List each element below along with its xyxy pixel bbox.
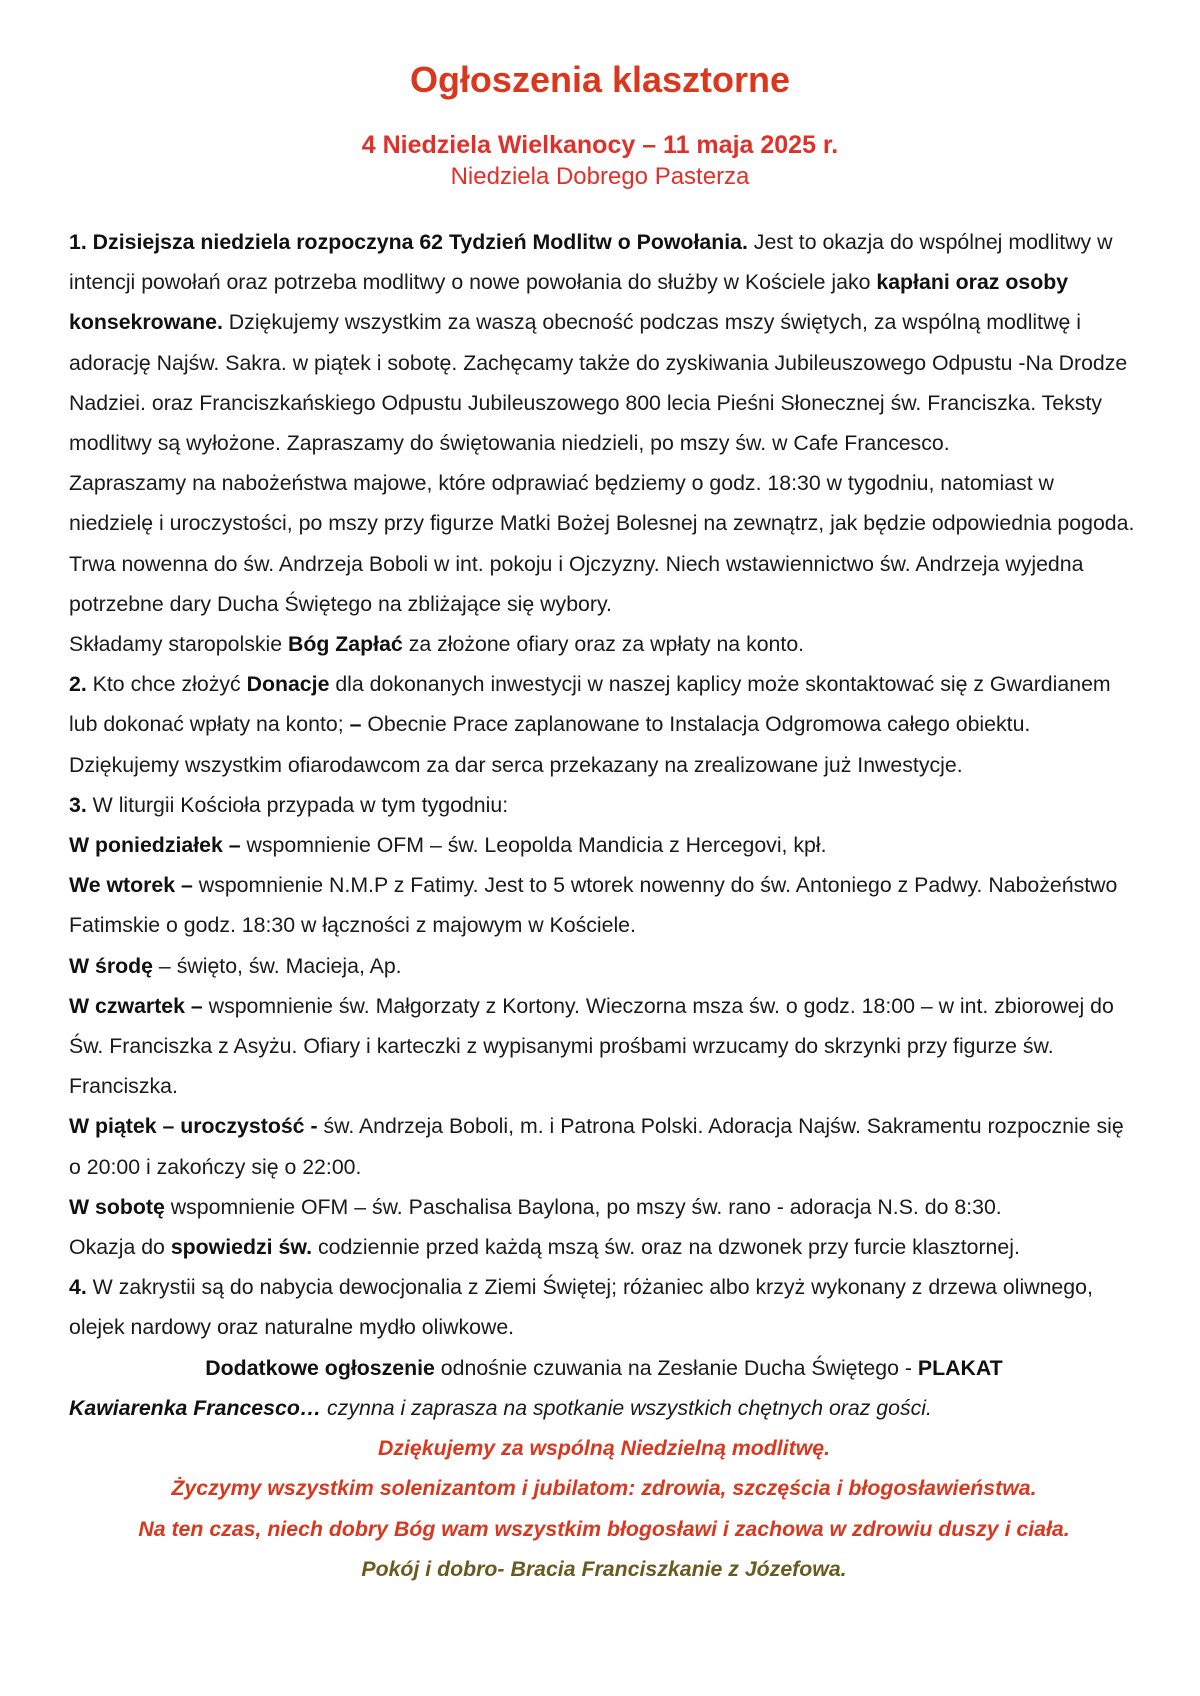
day-tuesday-label: We wtorek – [69, 873, 193, 898]
confession-bold: spowiedzi św. [170, 1235, 313, 1260]
day-wednesday-label: W środę [69, 953, 154, 978]
announcement-2-number: 2. [69, 672, 87, 697]
cafe-announcement [69, 1388, 1139, 1428]
thanks-text-a: Składamy staropolskie [69, 632, 288, 657]
day-wednesday-text: – święto, św. Macieja, Ap. [153, 953, 402, 978]
day-thursday-label: W czwartek – [69, 993, 203, 1018]
closing-line-1: Dziękujemy za wspólną Niedzielną modlitwę. [377, 1436, 831, 1461]
announcement-4-text: W zakrystii są do nabycia dewocjonalia z Ziemi Świętej; różaniec albo krzyż wykonany z drzewa oliwnego, olejek nardowy oraz naturalne mydło oliwkowe. [69, 1275, 1093, 1340]
announcement-4 [69, 1267, 1139, 1347]
announcement-1-text-c: Dziękujemy wszystkim za waszą obecność podczas mszy świętych, za wspólną modlitwę i adorację Najśw. Sakra. w piątek i sobotę. Zachęcamy także do zyskiwania Jubileuszowego Odpustu -Na Drodze Nadziei. oraz Franciszkańskiego Odpustu Jubileuszowego 800 lecia Pieśni Słonecznej św. Franciszka. Teksty modlitwy są wyłożone. Zapraszamy do świętowania niedzieli, po mszy św. w Cafe Francesco. [69, 310, 1128, 456]
day-thursday-text: wspomnienie św. Małgorzaty z Kortony. Wieczorna msza św. o godz. 18:00 – w int. zbiorowej do Św. Franciszka z Asyżu. Ofiary i karteczki z wypisanymi prośbami wrzucamy do skrzynki przy figurze św. Franciszka. [69, 993, 1114, 1099]
day-thursday [69, 986, 1139, 1107]
confession-info [69, 1227, 1139, 1267]
announcement-3-number: 3. [69, 792, 87, 817]
closing-line-2: Życzymy wszystkim solenizantom i jubilatom: zdrowia, szczęścia i błogosławieństwa. [171, 1476, 1037, 1501]
day-monday-label: W poniedziałek – [69, 833, 241, 858]
day-friday-label: W piątek – uroczystość - [69, 1114, 318, 1139]
day-saturday-text: wspomnienie OFM – św. Paschalisa Baylona, po mszy św. rano - adoracja N.S. do 8:30. [164, 1194, 1002, 1219]
day-saturday [69, 1187, 1139, 1227]
day-friday-text: św. Andrzeja Boboli, m. i Patrona Polski. Adoracja Najśw. Sakramentu rozpocznie się o 20:00 i zakończy się o 22:00. [69, 1114, 1124, 1179]
announcement-2-dash: – [349, 712, 362, 737]
day-saturday-label: W sobotę [69, 1194, 165, 1219]
announcement-2-bold: Donacje [246, 672, 330, 697]
announcement-1-thanks [69, 624, 1139, 664]
announcement-1 [69, 222, 1139, 463]
page-subtitle-sunday: Niedziela Dobrego Pasterza [450, 163, 750, 190]
day-tuesday-text: wspomnienie N.M.P z Fatimy. Jest to 5 wtorek nowenny do św. Antoniego z Padwy. Nabożeństwo Fatimskie o godz. 18:30 w łączności z majowym w Kościele. [69, 873, 1118, 938]
closing-signature: Pokój i dobro- Bracia Franciszkanie z Józefowa. [361, 1556, 847, 1581]
announcement-3 [69, 785, 1139, 825]
announcement-2-text-b: dla dokonanych inwestycji w naszej kaplicy może skontaktować się z Gwardianem lub dokonać wpłaty na konto; [69, 672, 1111, 737]
day-tuesday [69, 865, 1139, 945]
extra-announcement [69, 1348, 1139, 1388]
page-title: Ogłoszenia klasztorne [409, 59, 791, 100]
day-friday [69, 1106, 1139, 1186]
page-subtitle-date: 4 Niedziela Wielkanocy – 11 maja 2025 r. [361, 131, 839, 159]
announcement-2-text-c: Obecnie Prace zaplanowane to Instalacja Odgromowa całego obiektu. Dziękujemy wszystkim ofiarodawcom za dar serca przekazany na zrealizowane już Inwestycje. [69, 712, 1031, 777]
announcement-2 [69, 664, 1139, 785]
confession-text-a: Okazja do [69, 1235, 171, 1260]
extra-announcement-text: odnośnie czuwania na Zesłanie Ducha Świętego - [434, 1355, 918, 1380]
cafe-text: czynna i zaprasza na spotkanie wszystkich chętnych oraz gości. [321, 1395, 932, 1420]
cafe-name: Kawiarenka Francesco… [69, 1395, 322, 1420]
announcement-3-text: W liturgii Kościoła przypada w tym tygodniu: [86, 792, 509, 817]
thanks-text-b: za złożone ofiary oraz za wpłaty na konto. [402, 632, 805, 657]
day-wednesday [69, 946, 1139, 986]
announcement-2-text-a: Kto chce złożyć [86, 672, 247, 697]
announcement-1-bold: kapłani oraz osoby konsekrowane. [69, 270, 1069, 335]
announcement-4-number: 4. [69, 1275, 87, 1300]
closing-line-3: Na ten czas, niech dobry Bóg wam wszystkim błogosławi i zachowa w zdrowiu duszy i ciała. [138, 1516, 1070, 1541]
extra-announcement-poster: PLAKAT [917, 1355, 1003, 1380]
day-monday-text: wspomnienie OFM – św. Leopolda Mandicia z Hercegovi, kpł. [240, 833, 827, 858]
thanks-bold: Bóg Zapłać [287, 632, 403, 657]
announcement-1-may-services: Zapraszamy na nabożeństwa majowe, które odprawiać będziemy o godz. 18:30 w tygodniu, natomiast w niedzielę i uroczystości, po mszy przy figurze Matki Bożej Bolesnej na zewnątrz, jak będzie odpowiednia pogoda. Trwa nowenna do św. Andrzeja Boboli w int. pokoju i Ojczyzny. Niech wstawiennictwo św. Andrzeja wyjedna potrzebne dary Ducha Świętego na zbliżające się wybory. [69, 471, 1135, 616]
day-monday [69, 825, 1139, 865]
announcement-body [69, 222, 1139, 1589]
extra-announcement-bold: Dodatkowe ogłoszenie [205, 1355, 435, 1380]
confession-text-b: codziennie przed każdą mszą św. oraz na dzwonek przy furcie klasztornej. [312, 1235, 1020, 1260]
announcement-1-intro: 1. Dzisiejsza niedziela rozpoczyna 62 Tydzień Modlitw o Powołania. [69, 230, 748, 254]
announcement-1-text-a: Jest to okazja do wspólnej modlitwy w intencji powołań oraz potrzeba modlitwy o nowe powołania do służby w Kościele jako [69, 230, 1113, 295]
